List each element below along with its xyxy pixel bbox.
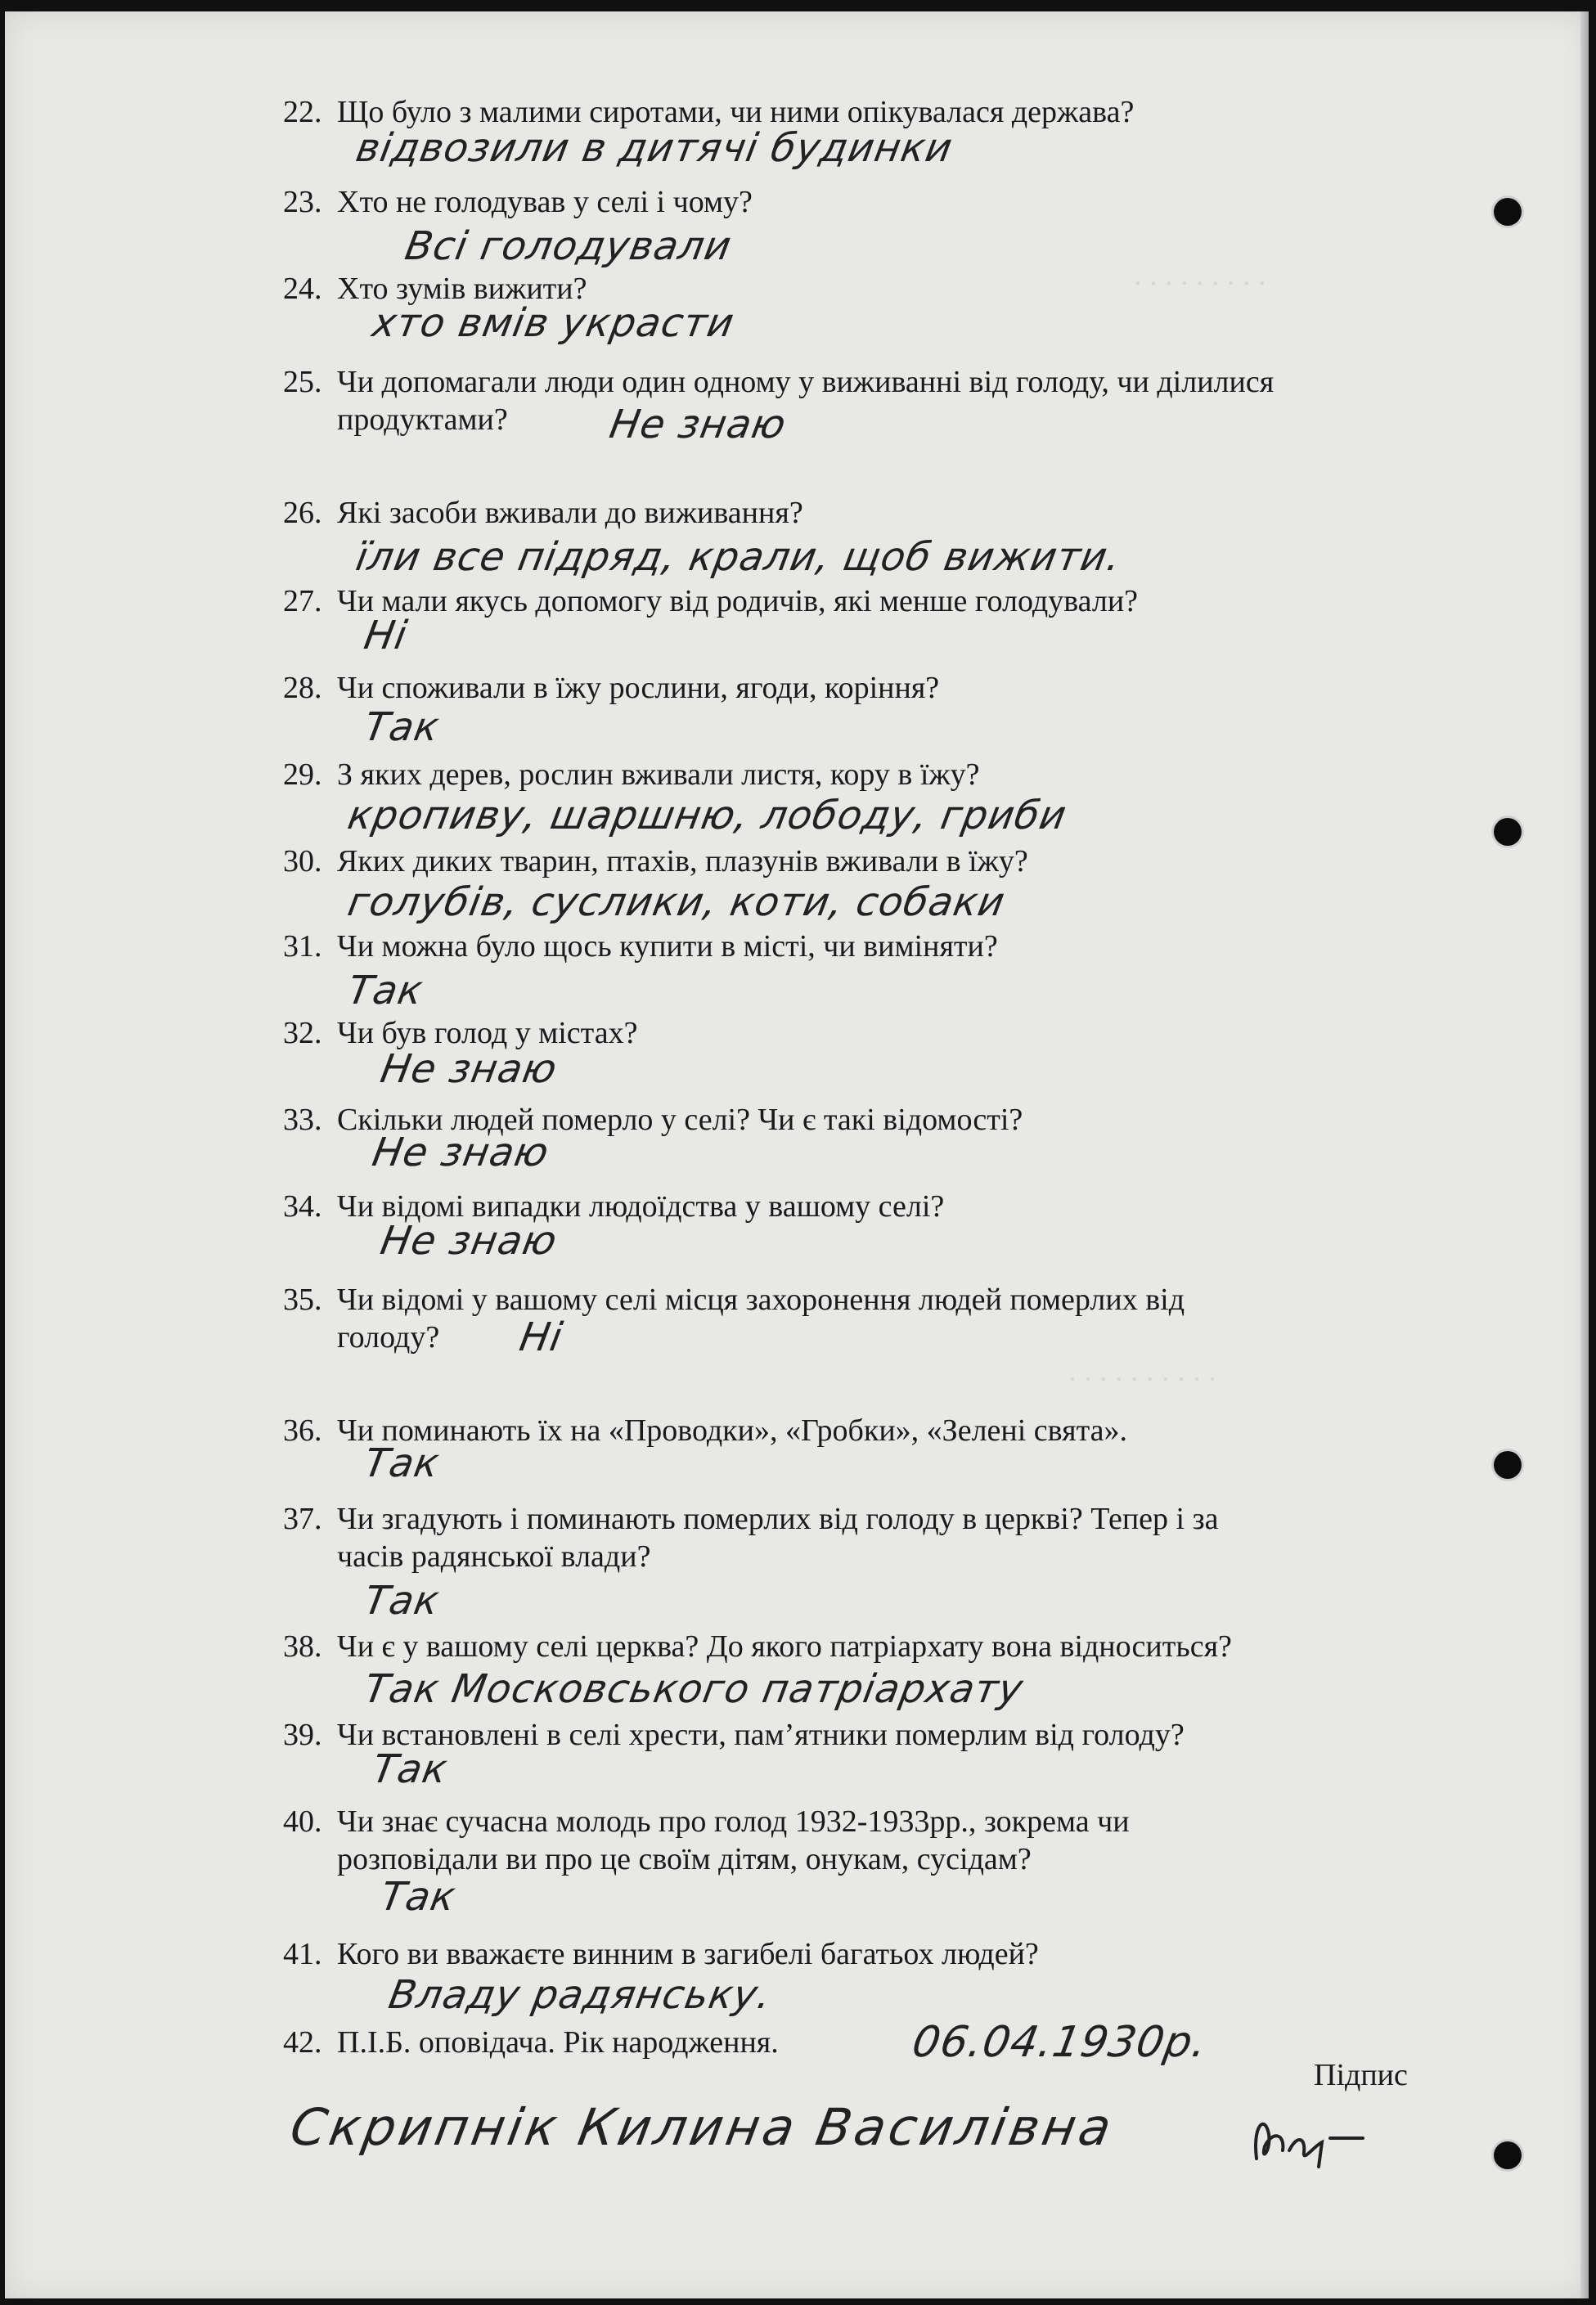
question-text: Яких диких тварин, птахів, плазунів вживали в їжу?: [337, 844, 1028, 878]
question-text: Чи мали якусь допомогу від родичів, які менше голодували?: [337, 584, 1139, 618]
handwritten-answer-28: Так: [361, 704, 443, 750]
question-number: 38.: [283, 1629, 322, 1664]
question-text: Хто зумів вижити?: [337, 272, 587, 306]
question-text: Чи можна було щось купити в місті, чи виміняти?: [337, 929, 998, 964]
handwritten-answer-37: Так: [361, 1578, 443, 1624]
punch-hole: [1494, 2141, 1522, 2169]
question-text: Чи відомі випадки людоїдства у вашому селі?: [337, 1189, 945, 1224]
question-number: 23.: [283, 185, 322, 219]
question-text: Чи був голод у містах?: [337, 1016, 638, 1050]
document-sheet: [5, 11, 1589, 2298]
punch-hole: [1494, 818, 1522, 846]
handwritten-answer-29: кропиву, шаршню, лободу, гриби: [344, 793, 1071, 838]
question-number: 32.: [283, 1016, 322, 1050]
handwritten-answer-27: Ні: [361, 613, 411, 658]
bleed-through: . . . . . . . . . .: [1068, 1354, 1216, 1388]
handwritten-answer-41: Владу радянську.: [385, 1972, 776, 2018]
question-text: Що було з малими сиротами, чи ними опікувалася держава?: [337, 95, 1135, 129]
question-number: 39.: [283, 1718, 322, 1752]
question-text: Чи знає сучасна молодь про голод 1932-1933рр., зокрема чи розповідали ви про це своїм дітям, онукам, сусідам?: [337, 1804, 1130, 1876]
question-text: П.І.Б. оповідача. Рік народження.: [337, 2025, 779, 2060]
handwritten-answer-24: хто вмів украсти: [369, 300, 739, 346]
handwritten-answer-40: Так: [377, 1874, 460, 1920]
question-number: 35.: [283, 1283, 322, 1317]
handwritten-answer-26: їли все підряд, крали, щоб вижити.: [353, 534, 1125, 580]
handwritten-answer-36: Так: [361, 1440, 443, 1486]
question-number: 34.: [283, 1189, 322, 1224]
question-number: 30.: [283, 844, 322, 878]
question-number: 28.: [283, 671, 322, 705]
handwritten-answer-31: Так: [344, 968, 427, 1013]
handwritten-answer-22: відвозили в дитячі будинки: [353, 125, 956, 171]
signature-label: Підпис: [1314, 2058, 1408, 2092]
question-text: Чи є у вашому селі церква? До якого патріархату вона відноситься?: [337, 1629, 1232, 1664]
handwritten-answer-34: Не знаю: [377, 1218, 561, 1264]
question-number: 42.: [283, 2025, 322, 2060]
handwritten-answer-38: Так Московського патріархату: [361, 1666, 1027, 1712]
signature-scribble: [1240, 2101, 1379, 2175]
handwritten-answer-30: голубів, суслики, коти, собаки: [344, 879, 1009, 925]
question-text: Чи споживали в їжу рослини, ягоди, коріння?: [337, 671, 940, 705]
question-35: [5, 1281, 1363, 1431]
handwritten-answer-23: Всі голодували: [402, 223, 735, 269]
question-text: Чи встановлені в селі хрести, пам’ятники померлим від голоду?: [337, 1718, 1185, 1752]
question-number: 29.: [283, 757, 322, 792]
question-text: Чи поминають їх на «Проводки», «Гробки», «Зелені свята».: [337, 1413, 1128, 1448]
question-40: [5, 1803, 1363, 1953]
question-text: Кого ви вважаєте винним в загибелі багатьох людей?: [337, 1937, 1039, 1971]
punch-hole: [1494, 1451, 1522, 1479]
question-number: 33.: [283, 1103, 322, 1137]
bleed-through: . . . . . . . . .: [1134, 258, 1266, 292]
handwritten-answer-39: Так: [369, 1746, 452, 1792]
question-number: 22.: [283, 95, 322, 129]
question-number: 37.: [283, 1502, 322, 1536]
question-text: З яких дерев, рослин вживали листя, кору в їжу?: [337, 757, 980, 792]
question-number: 26.: [283, 496, 322, 530]
handwritten-answer-35: Ні: [516, 1314, 567, 1360]
question-text: Хто не голодував у селі і чому?: [337, 185, 753, 219]
question-number: 40.: [283, 1804, 322, 1839]
question-number: 24.: [283, 272, 322, 306]
question-number: 31.: [283, 929, 322, 964]
question-number: 25.: [283, 365, 322, 399]
question-text: Чи допомагали люди один одному у виживанні від голоду, чи ділилися продуктами?: [337, 365, 1275, 437]
sheet-edge: [1580, 11, 1589, 2298]
handwritten-answer-25: Не знаю: [606, 402, 790, 447]
question-text: Які засоби вживали до виживання?: [337, 496, 803, 530]
handwritten-answer-32: Не знаю: [377, 1046, 561, 1092]
question-number: 41.: [283, 1937, 322, 1971]
question-number: 36.: [283, 1413, 322, 1448]
handwritten-birth-date: 06.04.1930р.: [908, 2018, 1212, 2067]
narrator-name: Скрипнік Килина Василівна: [285, 2097, 1119, 2157]
question-text: Скільки людей померло у селі? Чи є такі відомості?: [337, 1103, 1023, 1137]
question-text: Чи відомі у вашому селі місця захоронення людей померлих від голоду?: [337, 1283, 1185, 1355]
handwritten-answer-33: Не знаю: [369, 1130, 553, 1175]
question-text: Чи згадують і поминають померлих від голоду в церкві? Тепер і за часів радянської влади?: [337, 1502, 1219, 1574]
question-number: 27.: [283, 584, 322, 618]
